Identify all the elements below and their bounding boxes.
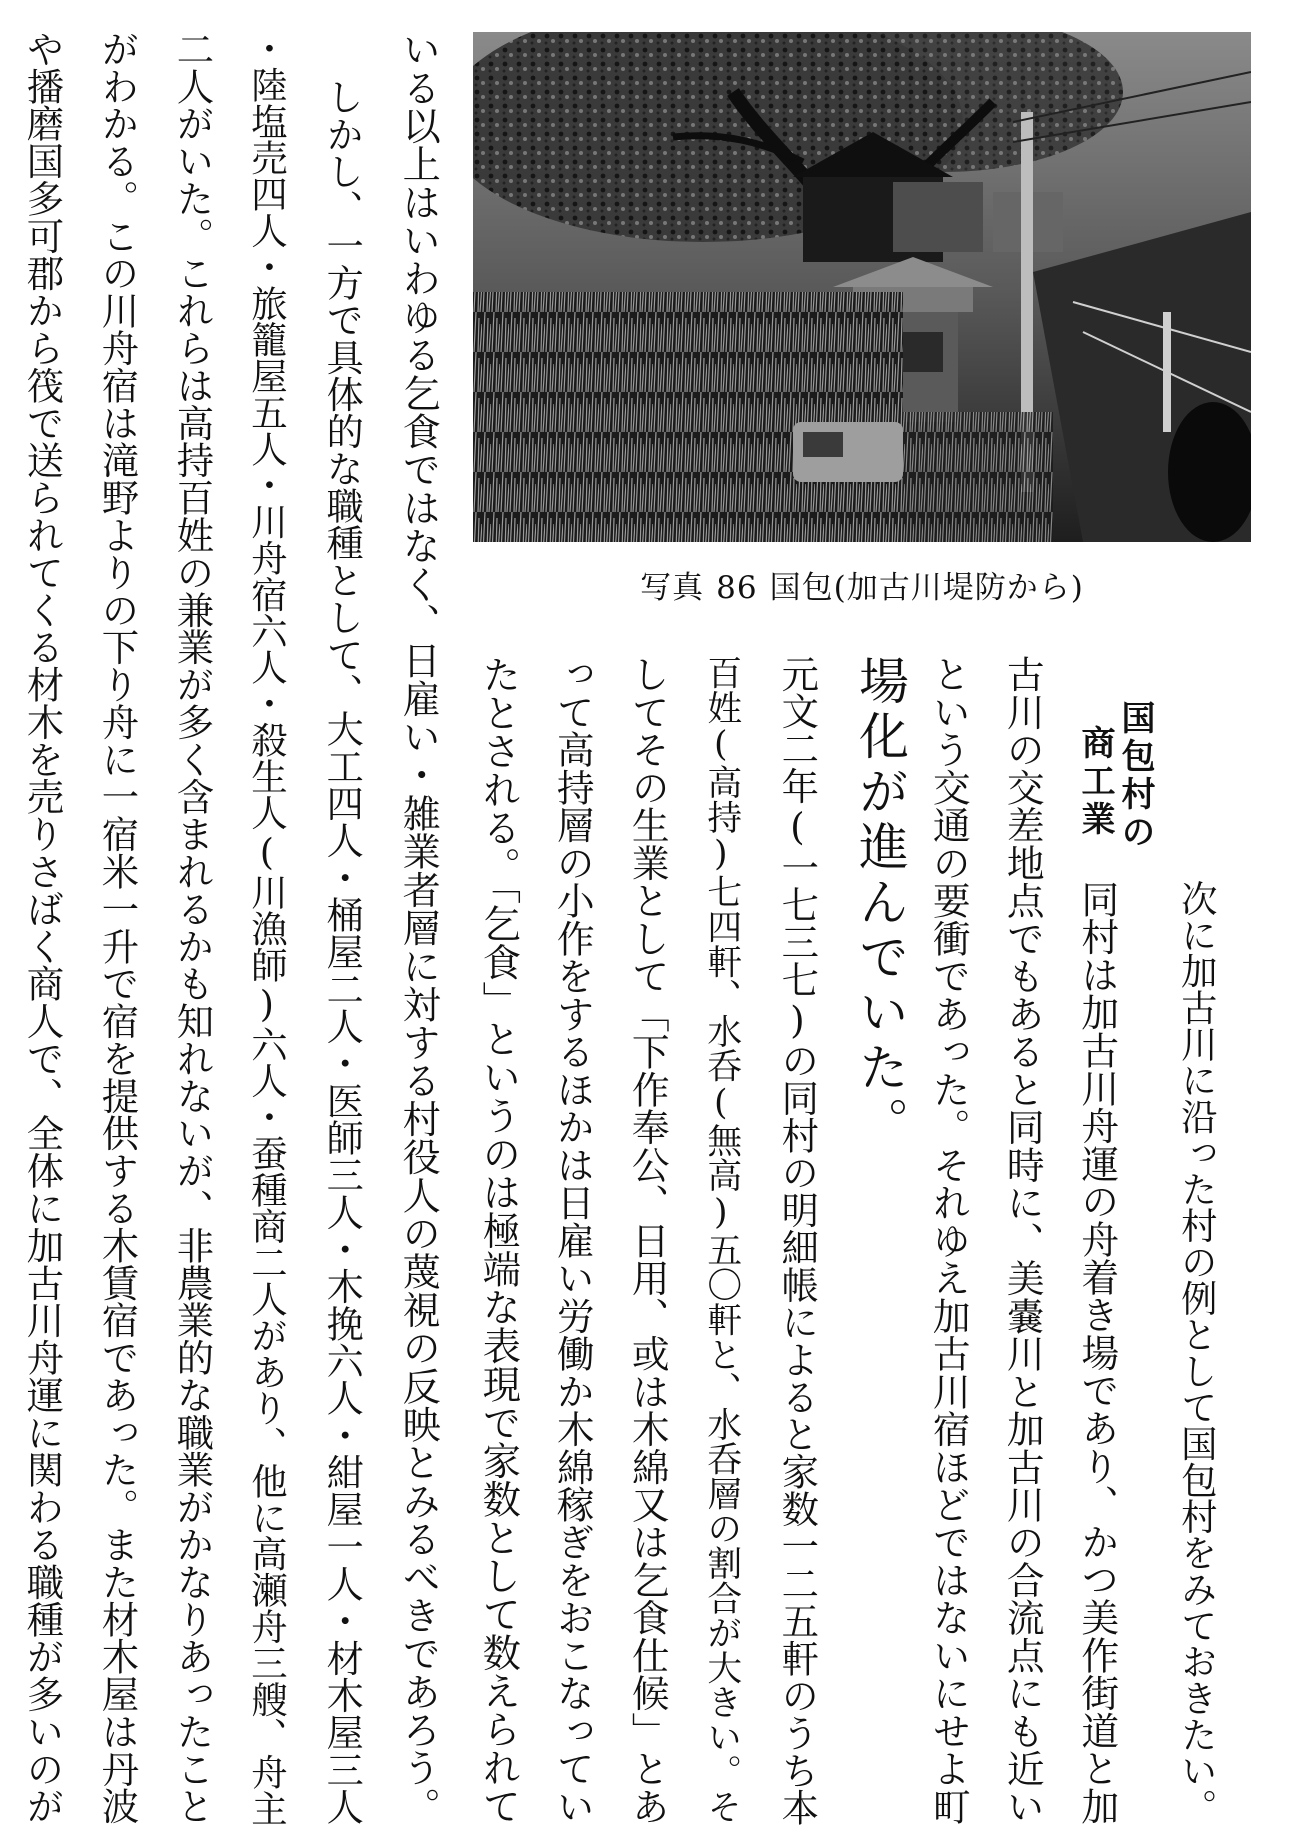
text-column-top-9: って高持層の小作をするほかは日雇い労働か木綿稼ぎをおこなってい [550,655,595,1825]
caption-text: 国包(加古川堤防から) [769,570,1084,606]
text-column-top-3: 古川の交差地点でもあると同時に、美嚢川と加古川の合流点にも近い [1000,655,1045,1825]
text-column-top-1: 次に加古川に沿った村の例として国包村をみておきたい。 [1175,880,1219,1825]
text-column-left-3: ・陸塩売四人・旅籠屋五人・川舟宿六人・殺生人(川漁師)六人・蚕種商二人があり、他に高瀬舟三艘、舟主 [245,30,289,1827]
text-column-top-7: 百姓(高持)七四軒、水呑(無高)五〇軒と、水呑層の割合が大きい。そ [700,655,741,1824]
text-column-top-5: 場化が進んでいた。 [851,655,909,1152]
photo-86 [473,32,1251,542]
text-column-left-6: や播磨国多可郡から筏で送られてくる材木を売りさばく商人で、全体に加古川舟運に関わる職種が多いのが [20,30,65,1825]
text-column-top-10: たとされる。「乞食」というのは極端な表現で家数として数えられて [475,655,521,1825]
text-column-top-6: 元文二年(一七三七)の同村の明細帳によると家数一二五軒のうち本 [775,655,820,1827]
photo-caption [473,562,1251,607]
caption-label: 写真 [640,570,705,606]
text-column-left-2: しかし、一方で具体的な職種として、大工四人・桶屋二人・医師三人・木挽六人・紺屋一人・材木屋三人 [320,78,365,1825]
photo-image [473,32,1251,542]
text-column-top-2: 同村は加古川舟運の舟着き場であり、かつ美作街道と加 [1074,880,1119,1825]
text-column-left-4: 二人がいた。これらは高持百姓の兼業が多く含まれるかも知れないが、非農業的な職業がかなりあったこと [170,30,215,1825]
caption-number: 86 [716,570,758,606]
section-heading-line1: 国包村の [1115,700,1155,852]
text-column-top-4: という交通の要衝であった。それゆえ加古川宿ほどではないにせよ町 [926,655,971,1825]
text-column-left-5: がわかる。この川舟宿は滝野よりの下り舟に一宿米一升で宿を提供する木賃宿であった。また材木屋は丹波 [95,30,140,1825]
text-column-left-1: いる以上はいわゆる乞食ではなく、日雇い・雑業者層に対する村役人の蔑視の反映とみるべきであろう。 [395,30,440,1825]
section-heading-line2: 商工業 [1075,725,1115,839]
text-column-top-8: してその生業として「下作奉公、日用、或は木綿又は乞食仕候」とあ [625,655,670,1825]
